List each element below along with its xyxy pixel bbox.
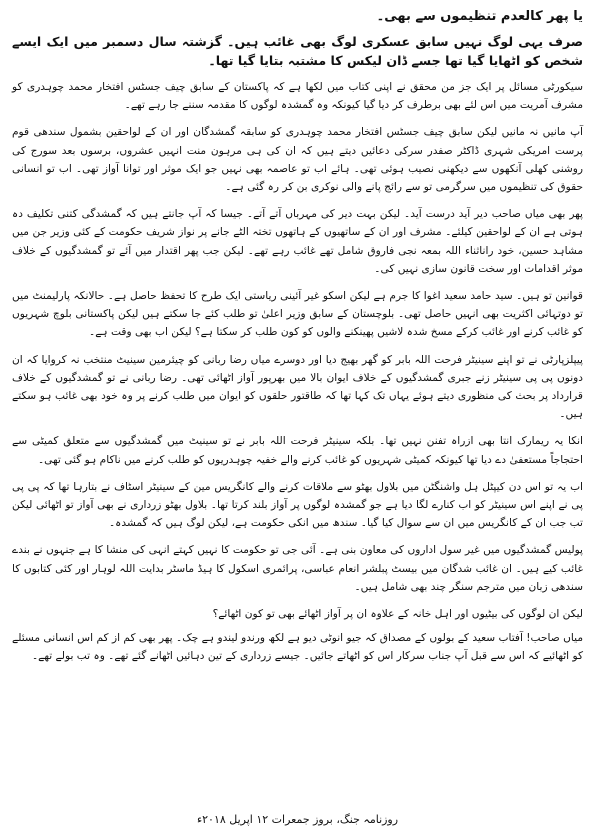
paragraph-7: اب یہ تو اس دن کیپٹل ہل واشنگٹن میں بلاول بھٹو سے ملاقات کرنے والے کانگریس مین کے سینیٹر اسٹاف نے بتارہا تھا کہ پی پی پی نے اپنے اس سینیٹر کو اب کنارے لگا دیا ہے جو گمشدہ لوگوں پر آواز بلند کرتا تھا۔ بلاول بھٹو زرداری نے بھی آواز تو اٹھائی لیکن تب جب ان کے کانگریس میں ان سے سوال کیا گیا۔ سندھ میں انکی حکومت ہے، لیکن لوگ ہیں کہ گمشدہ۔ — [12, 480, 583, 530]
paragraph-5: پیپلزپارٹی نے تو اپنے سینیٹر فرحت اللہ بابر کو گھر بھیج دیا اور دوسرے میاں رضا ربانی کو چیئرمین سینیٹ منتخب نہ کروایا کہ ان دونوں پی پی سینیٹر زنے جبری گمشدگیوں کے خلاف ایوان بالا میں بھرپور آواز اٹھائی تھی۔ رضا ربانی نے تو گمشدگیوں کے خلاف قرارداد پر بحث کی منظوری دیتے ہوئے یہاں تک کہا تھا کہ طاقتور حلقوں کو ایوان میں طلب کرنے پر وہ خود بھی غائب ہو سکتے ہیں۔ — [12, 353, 583, 421]
paragraph-1: سیکورٹی مسائل پر ایک جز من محقق نے اپنی کتاب میں لکھا ہے کہ پاکستان کے سابق چیف جسٹس افتخار محمد چوہدری کو مشرف آمریت میں اس لئے بھی برطرف کر دیا گیا کیونکہ وہ گمشدہ لوگوں کا مقدمہ سننے جا رہے تھے۔ — [12, 81, 583, 112]
headline: یا پھر کالعدم تنظیموں سے بھی۔ — [376, 9, 583, 24]
paragraph-10: میاں صاحب! آفتاب سعید کے بولوں کے مصداق کہ جیو انوٹی دیو ہے لکھ ورندو لیندو ہے چک۔ پھر بھی کم از کم اس انسانی مسئلے کو اٹھائیے کہ اس سے قبل آپ جناب سرکار اس کو اٹھاتے جائیں۔ جیسے زرداری کے تین دہائیں اٹھانے گئے تھے۔ وہ تب بولے تھے۔ — [12, 632, 583, 663]
paragraph-2: آپ مانیں نہ مانیں لیکن سابق چیف جسٹس افتخار محمد چوہدری کو سابقہ گمشدگان اور ان کے لواحقین بشمول سندھی قوم پرست امریکی شہری ڈاکٹر صفدر سرکی دعائیں دیتے ہیں کہ ان کی ہی مرہون منت انہیں عشروں، برسوں بعد سورج کی روشنی کھلی آنکھوں سے دیکھنی نصیب ہوئی تھی۔ ہائے اب تو عاصمہ بھی نہیں جو ایک موثر اور توانا آواز تھی۔ اب تو انسانی حقوق کی تنظیموں میں سرگرمی تو سے رائج پانے والی نوکری بن کر رہ گئی ہے۔ — [12, 126, 583, 194]
lead-paragraph: صرف یہی لوگ نہیں سابق عسکری لوگ بھی غائب ہیں۔ گزشتہ سال دسمبر میں ایک ایسے شخص کو اٹھایا گیا تھا جسے ڈان لیکس کا مشتبہ بتایا گیا تھا۔ — [12, 34, 583, 68]
paragraph-6: انکا یہ ریمارک انتا بھی ازراہ تفنن نہیں تھا۔ بلکہ سینیٹر فرحت اللہ بابر نے تو سینیٹ میں گمشدگیوں سے متعلق کمیٹی سے احتجاجاً مستعفیٰ دے دیا تھا کیونکہ کمیٹی شہریوں کو غائب کرنے والے خفیہ چوہدریوں کو طلب کرنے میں ناکام ہو گئی تھی۔ — [12, 435, 583, 466]
paragraph-8: پولیس گمشدگیوں میں غیر سول اداروں کی معاون بنی ہے۔ آئی جی تو حکومت کا نہیں کہتے انہی کی منشا کا ہے جنہوں نے بندے غائب کیے ہیں۔ ان غائب شدگان میں بیسٹ پبلشر انعام عباسی، پرائمری اسکول کا ہیڈ ماسٹر بدایت اللہ لوہار اور کئی کتابوں کا سندھی زبان میں مترجم سنگر چند بھی شامل ہیں۔ — [12, 544, 583, 593]
paragraph-9: لیکن ان لوگوں کی بیٹیوں اور اہل خانہ کے علاوہ ان پر آواز اٹھائے بھی تو کون اٹھائے؟ — [212, 608, 583, 621]
paragraph-3: پھر بھی میاں صاحب دیر آید درست آید۔ لیکن بہت دیر کی مہرباں آتے آتے۔ جیسا کہ آپ جانتے ہیں کہ گمشدگی کتنی تکلیف دہ ہوتی ہے ان کے لواحقین کیلئے۔ مشرف اور ان کے ساتھیوں کے ہاتھوں تختہ الٹے جانے پر نواز شریف حکومت کے کئی وزیر جن میں مشاہد حسین، خود راناثناء اللہ بمعہ نجی فاروق شامل تھے غائب رہے تھے۔ لیکن جب پھر اقتدار میں آئے تو گمشدگیوں کے خلاف موثر اقدامات اور سخت قانون سازی نہیں کی۔ — [12, 208, 583, 275]
source-footer: روزنامہ جنگ، بروز جمعرات ۱۲ اپریل ۲۰۱۸ء — [196, 813, 399, 826]
paragraph-4: قوانین تو ہیں۔ سید حامد سعید اغوا کا جرم ہے لیکن اسکو غیر آئینی ریاستی ایک طرح کا تحفظ حاصل ہے۔ حالانکہ پارلیمنٹ میں تو دوتہائی اکثریت بھی انہیں حاصل تھی۔ بلوچستان کے سابق وزیر اعلیٰ تو طلب کئے جا سکتے ہیں لیکن پاکستانی بلوچ شہریوں کو غائب کرنے اور غائب کرکے مسخ شدہ لاشیں پھینکنے والوں کو کون طلب کر سکتا ہے؟ لیکن اب بھی وقت ہے۔ — [12, 290, 583, 339]
